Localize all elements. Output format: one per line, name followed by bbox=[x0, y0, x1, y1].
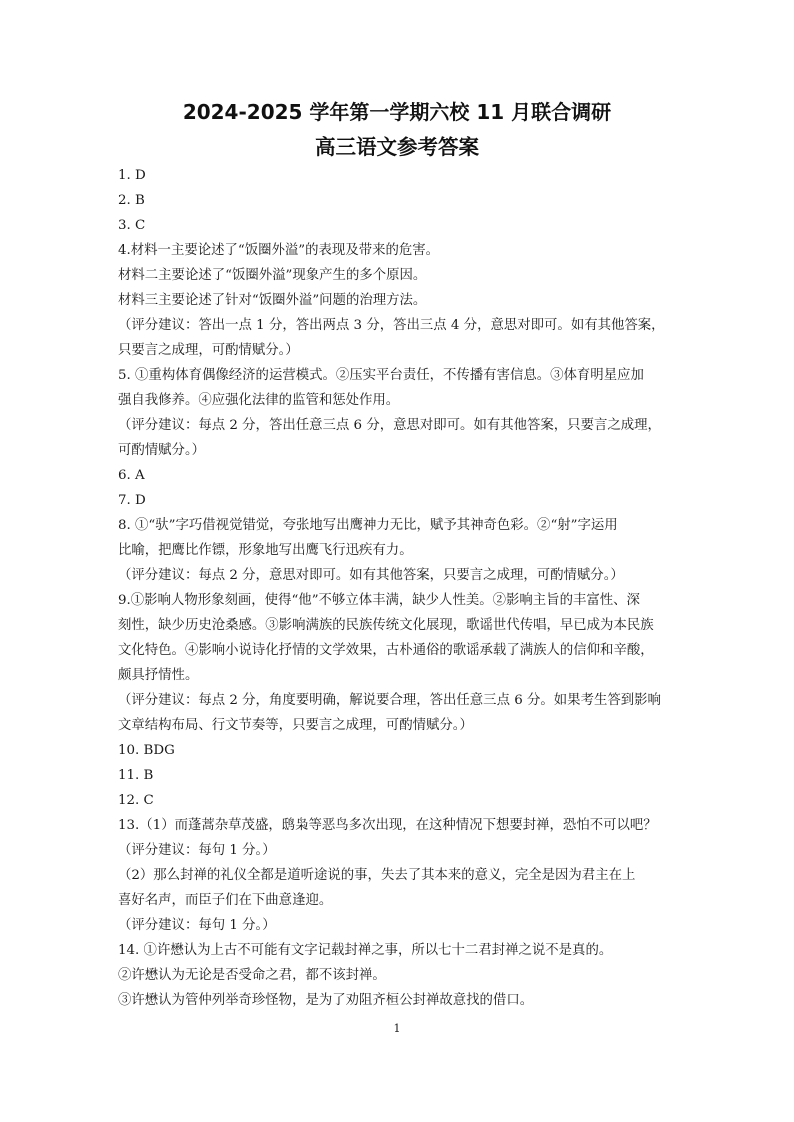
scoring-note: （评分建议：每点 2 分，意思对即可。如有其他答案，只要言之成理，可酌情赋分。） bbox=[118, 568, 624, 583]
scoring-note: 可酌情赋分。） bbox=[118, 443, 206, 458]
answer-line: ②许懋认为无论是否受命之君，都不该封禅。 bbox=[118, 968, 386, 983]
scoring-note: （评分建议：每句 1 分。） bbox=[118, 918, 276, 933]
answer-line: 12. C bbox=[118, 793, 154, 808]
document-subtitle: 高三语文参考答案 bbox=[315, 135, 479, 159]
answer-line: 3. C bbox=[118, 218, 146, 233]
answer-line: 11. B bbox=[118, 768, 154, 783]
answer-line: 13.（1）而蓬蒿杂草茂盛，鸱枭等恶鸟多次出现，在这种情况下想要封禅，恐怕不可以吧？ bbox=[118, 818, 657, 833]
answer-line: 刻性，缺少历史沧桑感。③影响满族的民族传统文化展现，歌谣世代传唱，早已成为本民族 bbox=[118, 618, 654, 633]
answer-line: 2. B bbox=[118, 193, 145, 208]
answer-line: 颇具抒情性。 bbox=[118, 668, 199, 683]
scoring-note: （评分建议：每点 2 分，答出任意三点 6 分，意思对即可。如有其他答案，只要言之成理， bbox=[118, 418, 661, 433]
answer-line: ③许懋认为管仲列举奇珍怪物，是为了劝阻齐桓公封禅故意找的借口。 bbox=[118, 993, 534, 1008]
scoring-note: 文章结构布局、行文节奏等，只要言之成理，可酌情赋分。） bbox=[118, 718, 473, 733]
answer-line: 比喻，把鹰比作镖，形象地写出鹰飞行迅疾有力。 bbox=[118, 543, 413, 558]
answer-line: 14. ①许懋认为上古不可能有文字记载封禅之事，所以七十二君封禅之说不是真的。 bbox=[118, 943, 613, 958]
answer-line: 文化特色。④影响小说诗化抒情的文学效果，古朴通俗的歌谣承载了满族人的信仰和辛酸， bbox=[118, 643, 654, 658]
answer-line: 7. D bbox=[118, 493, 146, 508]
answer-line: 4.材料一主要论述了“饭圈外溢”的表现及带来的危害。 bbox=[118, 243, 440, 258]
answer-line: 强自我修养。④应强化法律的监管和惩处作用。 bbox=[118, 393, 400, 408]
document-title: 2024-2025 学年第一学期六校 11 月联合调研 bbox=[182, 100, 612, 124]
page-number: 1 bbox=[393, 1022, 401, 1035]
answer-line: 材料二主要论述了“饭圈外溢”现象产生的多个原因。 bbox=[118, 268, 427, 283]
answer-line: 1. D bbox=[118, 168, 146, 183]
scoring-note: （评分建议：答出一点 1 分，答出两点 3 分，答出三点 4 分，意思对即可。如有其他答案， bbox=[118, 318, 665, 333]
answer-line: 材料三主要论述了针对“饭圈外溢”问题的治理方法。 bbox=[118, 293, 427, 308]
answer-line: 6. A bbox=[118, 468, 145, 483]
answer-line: （2）那么封禅的礼仪全都是道听途说的事，失去了其本来的意义，完全是因为君主在上 bbox=[118, 868, 636, 883]
answer-line: 10. BDG bbox=[118, 743, 175, 758]
scoring-note: （评分建议：每点 2 分，角度要明确，解说要合理，答出任意三点 6 分。如果考生答到影响 bbox=[118, 693, 661, 708]
answer-line: 8. ①“驮”字巧借视觉错觉，夸张地写出鹰神力无比，赋予其神奇色彩。②“射”字运用 bbox=[118, 518, 618, 533]
scoring-note: 只要言之成理，可酌情赋分。） bbox=[118, 343, 299, 358]
answer-line: 9.①影响人物形象刻画，使得“他”不够立体丰满，缺少人性美。②影响主旨的丰富性、深 bbox=[118, 593, 640, 608]
answer-line: 5. ①重构体育偶像经济的运营模式。②压实平台责任，不传播有害信息。③体育明星应加 bbox=[118, 368, 644, 383]
scoring-note: （评分建议：每句 1 分。） bbox=[118, 843, 276, 858]
answer-line: 喜好名声，而臣子们在下曲意逢迎。 bbox=[118, 893, 333, 908]
